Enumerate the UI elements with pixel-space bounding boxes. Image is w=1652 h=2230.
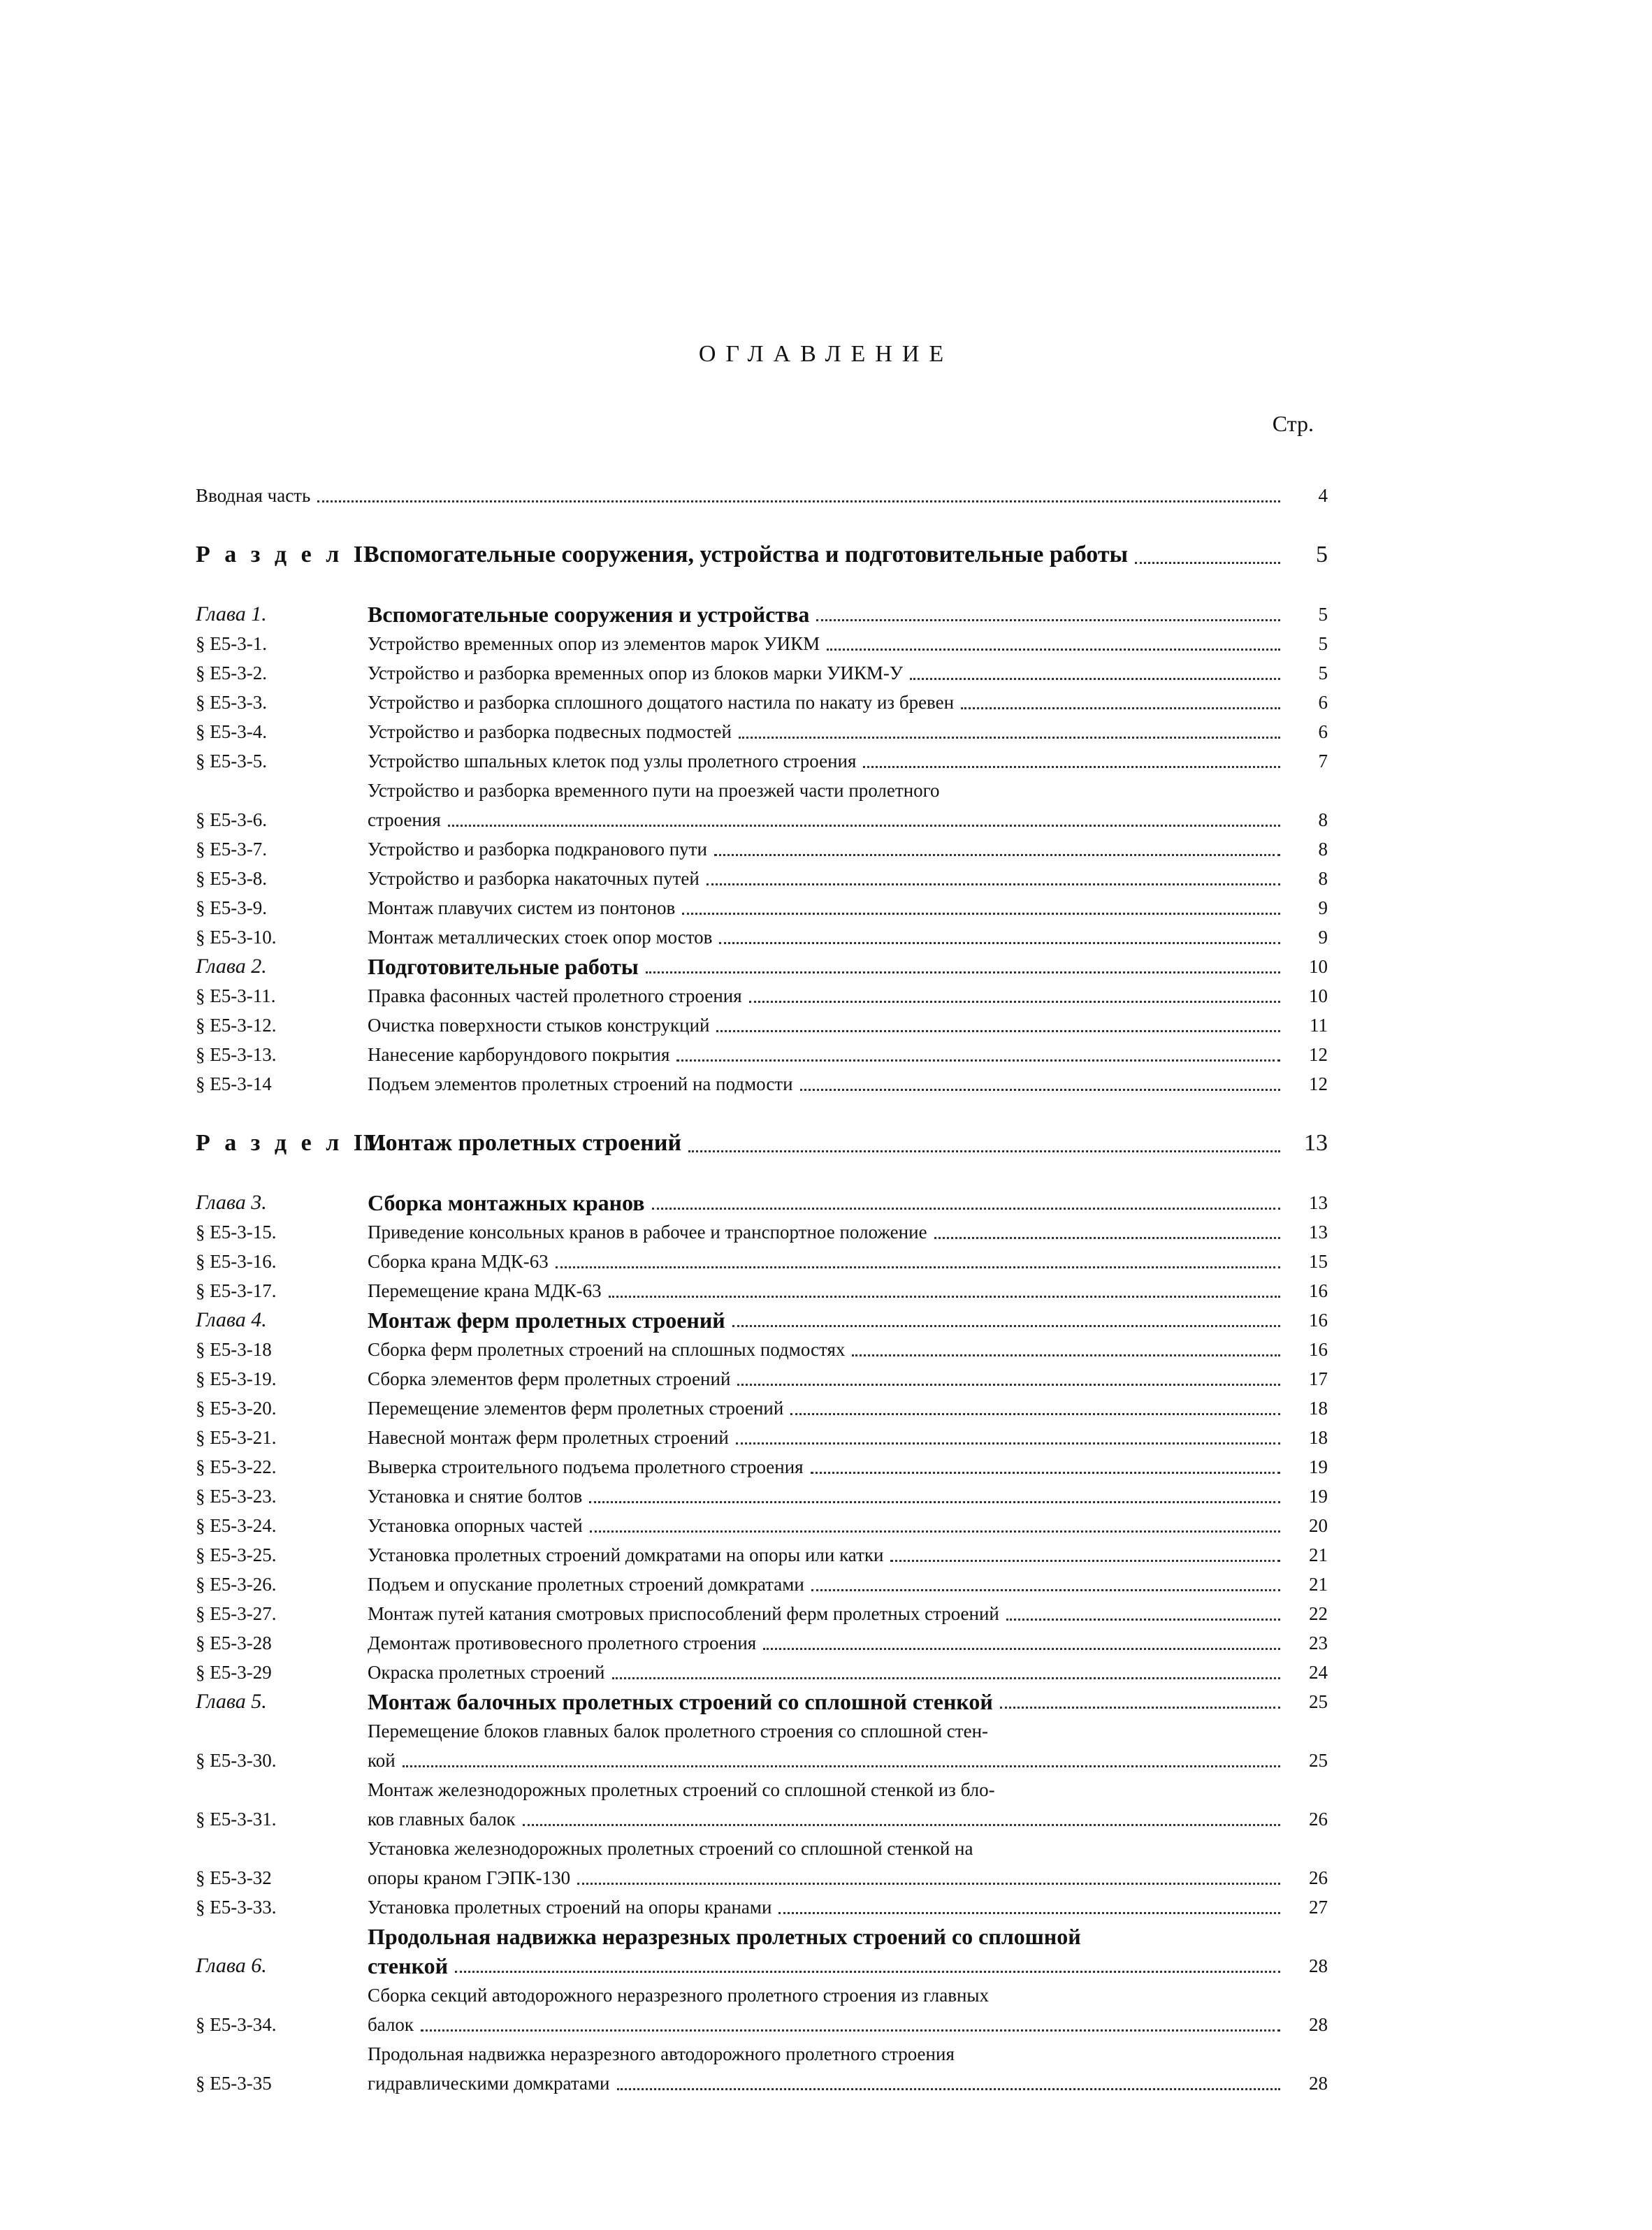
item-label: § Е5-3-11. [196, 985, 276, 1006]
page-number: 26 [1309, 1867, 1328, 1888]
chapter-text-continuation [368, 1951, 1289, 1981]
item-text-block [368, 922, 1289, 952]
chapter-text: Подготовительные работы [368, 954, 639, 979]
item-text: Навесной монтаж ферм пролетных строений [368, 1427, 729, 1448]
item-row[interactable] [196, 1599, 1328, 1628]
leader-dots [556, 1266, 1280, 1268]
chapter-text-block [368, 1305, 1289, 1335]
intro-row[interactable] [196, 481, 1328, 510]
item-row[interactable] [196, 1276, 1328, 1305]
page-number: 17 [1309, 1368, 1328, 1389]
chapter-label: Глава 1. [196, 602, 267, 625]
item-text: Монтаж железнодорожных пролетных строений со сплошной стенкой из бло- [368, 1779, 995, 1800]
leader-dots [1006, 1619, 1280, 1621]
item-text-block [368, 1452, 1289, 1482]
item-text-block [368, 981, 1289, 1011]
leader-dots [732, 1325, 1280, 1327]
item-label: § Е5-3-33. [196, 1897, 277, 1918]
chapter-row[interactable] [196, 1305, 1328, 1335]
item-text-block [368, 1276, 1289, 1305]
page-number: 16 [1309, 1310, 1328, 1331]
item-label: § Е5-3-10. [196, 927, 277, 948]
item-label: § Е5-3-2. [196, 663, 267, 683]
item-text: Правка фасонных частей пролетного строения [368, 985, 742, 1006]
chapter-text: Вспомогательные сооружения и устройства [368, 602, 810, 627]
leader-dots [617, 2088, 1281, 2090]
razdel-label: Р а з д е л II. [196, 1130, 391, 1156]
leader-dots [682, 913, 1280, 915]
item-row[interactable] [196, 1011, 1328, 1040]
item-text: Сборка крана МДК-63 [368, 1251, 549, 1272]
item-label: § Е5-3-16. [196, 1251, 277, 1272]
item-label: § Е5-3-27. [196, 1603, 277, 1624]
leader-dots [612, 1677, 1281, 1679]
chapter-text: Сборка монтажных кранов [368, 1190, 645, 1215]
leader-dots [736, 1442, 1280, 1445]
leader-dots [455, 1971, 1280, 1973]
item-row[interactable] [196, 864, 1328, 893]
item-row[interactable] [196, 893, 1328, 922]
item-text-continuation [368, 1804, 1289, 1834]
item-text-line2: гидравлическими домкратами [368, 2073, 610, 2094]
item-label: § Е5-3-30. [196, 1750, 277, 1771]
page-number: 19 [1309, 1456, 1328, 1477]
leader-dots [961, 707, 1280, 709]
leader-dots [317, 500, 1280, 502]
leader-dots [827, 649, 1280, 651]
item-row[interactable] [196, 2039, 1328, 2098]
item-label: § Е5-3-29 [196, 1662, 272, 1683]
item-row[interactable] [196, 1452, 1328, 1482]
leader-dots [811, 1472, 1280, 1474]
page-number: 12 [1309, 1073, 1328, 1094]
leader-dots [707, 883, 1280, 885]
page-number: 27 [1309, 1897, 1328, 1918]
item-label: § Е5-3-15. [196, 1222, 277, 1243]
item-text: Подъем элементов пролетных строений на подмости [368, 1073, 793, 1094]
page-number: 28 [1309, 1955, 1328, 1976]
item-text-block [368, 1981, 1289, 2039]
item-row[interactable] [196, 922, 1328, 952]
item-label: § Е5-3-8. [196, 868, 267, 889]
page-number: 5 [1318, 663, 1328, 683]
chapter-label: Глава 3. [196, 1191, 267, 1214]
page-number: 10 [1309, 985, 1328, 1006]
page-column-label: Стр. [1272, 411, 1314, 436]
item-text-continuation [368, 1863, 1289, 1892]
item-text: Окраска пролетных строений [368, 1662, 605, 1683]
item-text-block [368, 864, 1289, 893]
leader-dots [934, 1237, 1280, 1239]
page-number: 26 [1309, 1809, 1328, 1830]
leader-dots [763, 1648, 1280, 1650]
page-number: 16 [1309, 1339, 1328, 1360]
item-text-block [368, 1834, 1289, 1892]
item-row[interactable] [196, 776, 1328, 834]
item-text: Перемещение блоков главных балок пролетного строения со сплошной стен- [368, 1721, 989, 1742]
item-label: § Е5-3-24. [196, 1515, 277, 1536]
chapter-row[interactable] [196, 600, 1328, 629]
leader-dots [646, 971, 1280, 973]
item-text: Очистка поверхности стыков конструкций [368, 1015, 710, 1036]
item-text: Устройство и разборка накаточных путей [368, 868, 700, 889]
page-number: 19 [1309, 1486, 1328, 1507]
item-text-line2: ков главных балок [368, 1809, 516, 1830]
leader-dots [590, 1530, 1280, 1533]
chapter-text-block [368, 952, 1289, 981]
chapter-label: Глава 6. [196, 1954, 267, 1977]
item-text-line2: балок [368, 2014, 414, 2035]
item-row[interactable] [196, 688, 1328, 717]
item-text-block [368, 1247, 1289, 1276]
item-text-block [368, 1393, 1289, 1423]
item-text: Устройство шпальных клеток под узлы пролетного строения [368, 751, 857, 772]
item-text: Сборка ферм пролетных строений на сплошных подмостях [368, 1339, 846, 1360]
item-text: Нанесение карборундового покрытия [368, 1044, 670, 1065]
item-text-block [368, 776, 1289, 834]
item-label: § Е5-3-32 [196, 1867, 272, 1888]
page-number: 8 [1318, 839, 1328, 860]
leader-dots [749, 1001, 1280, 1003]
leader-dots [589, 1501, 1280, 1503]
leader-dots [719, 942, 1280, 944]
item-text-block [368, 717, 1289, 746]
page-number: 28 [1309, 2073, 1328, 2094]
item-text-block [368, 688, 1289, 717]
spacer [196, 1099, 1328, 1127]
item-text: Перемещение элементов ферм пролетных строений [368, 1398, 784, 1419]
item-text: Выверка строительного подъема пролетного строения [368, 1456, 804, 1477]
item-label: § Е5-3-9. [196, 897, 267, 918]
item-text-block [368, 746, 1289, 776]
item-text: Продольная надвижка неразрезного автодорожного пролетного строения [368, 2043, 955, 2064]
leader-dots [790, 1413, 1280, 1415]
item-label: § Е5-3-14 [196, 1073, 272, 1094]
item-text-line2: строения [368, 809, 441, 830]
razdel-text: Монтаж пролетных строений [363, 1130, 682, 1156]
item-text-block [368, 629, 1289, 658]
razdel-row[interactable] [196, 538, 1328, 572]
item-text-continuation [368, 805, 1289, 834]
item-row[interactable] [196, 1217, 1328, 1247]
item-label: § Е5-3-5. [196, 751, 267, 772]
page-number: 15 [1309, 1251, 1328, 1272]
item-text-block [368, 1511, 1289, 1540]
page-number: 25 [1309, 1691, 1328, 1712]
item-text-block [368, 1570, 1289, 1599]
leader-dots [890, 1560, 1280, 1562]
item-row[interactable] [196, 1775, 1328, 1834]
page-number: 18 [1309, 1398, 1328, 1419]
item-label: § Е5-3-13. [196, 1044, 277, 1065]
item-label: § Е5-3-35 [196, 2073, 272, 2094]
item-label: § Е5-3-23. [196, 1486, 277, 1507]
item-label: § Е5-3-34. [196, 2014, 277, 2035]
leader-dots [778, 1912, 1280, 1914]
leader-dots [739, 737, 1280, 739]
item-text: Установка пролетных строений на опоры кранами [368, 1897, 772, 1918]
item-text-block [368, 893, 1289, 922]
item-label: § Е5-3-4. [196, 721, 267, 742]
chapter-text: Монтаж балочных пролетных строений со сплошной стенкой [368, 1689, 993, 1714]
item-row[interactable] [196, 1540, 1328, 1570]
spacer [196, 572, 1328, 600]
item-label: § Е5-3-17. [196, 1280, 277, 1301]
item-label: § Е5-3-19. [196, 1368, 277, 1389]
item-text-line2: опоры краном ГЭПК-130 [368, 1867, 571, 1888]
page-number: 20 [1309, 1515, 1328, 1536]
leader-dots [863, 766, 1280, 768]
leader-dots [811, 1589, 1280, 1591]
leader-dots [676, 1059, 1280, 1062]
leader-dots [448, 825, 1280, 827]
chapter-text-block [368, 1188, 1289, 1217]
item-text: Приведение консольных кранов в рабочее и транспортное положение [368, 1222, 927, 1243]
page-number: 12 [1309, 1044, 1328, 1065]
chapter-label: Глава 4. [196, 1308, 267, 1331]
page-number: 23 [1309, 1632, 1328, 1653]
page-number: 7 [1318, 751, 1328, 772]
item-label: § Е5-3-21. [196, 1427, 277, 1448]
item-row[interactable] [196, 834, 1328, 864]
item-label: § Е5-3-22. [196, 1456, 277, 1477]
leader-dots [652, 1208, 1280, 1210]
item-text-line2: кой [368, 1750, 396, 1771]
page-number: 6 [1318, 692, 1328, 713]
item-text-block [368, 1364, 1289, 1393]
spacer [196, 1160, 1328, 1188]
leader-dots [421, 2029, 1280, 2032]
chapter-text-block [368, 1687, 1289, 1716]
item-text-block [368, 1540, 1289, 1570]
item-row[interactable] [196, 1482, 1328, 1511]
table-of-contents [196, 481, 1328, 2098]
item-text-block [368, 1482, 1289, 1511]
item-text-block [368, 1599, 1289, 1628]
leader-dots [577, 1883, 1280, 1885]
item-text: Монтаж плавучих систем из понтонов [368, 897, 676, 918]
item-label: § Е5-3-18 [196, 1339, 272, 1360]
page-number: 13 [1309, 1222, 1328, 1243]
intro-text: Вводная часть [196, 485, 311, 506]
chapter-row[interactable] [196, 1922, 1328, 1981]
intro-text-block [196, 481, 1289, 510]
page-title: ОГЛАВЛЕНИЕ [698, 341, 954, 367]
item-label: § Е5-3-26. [196, 1574, 277, 1595]
item-text: Устройство и разборка подкранового пути [368, 839, 707, 860]
item-row[interactable] [196, 1364, 1328, 1393]
item-text-continuation [368, 1746, 1289, 1775]
item-row[interactable] [196, 1834, 1328, 1892]
page-number: 16 [1309, 1280, 1328, 1301]
razdel-text-block [363, 538, 1289, 572]
leader-dots [403, 1765, 1280, 1767]
chapter-label: Глава 2. [196, 955, 267, 978]
item-label: § Е5-3-25. [196, 1544, 277, 1565]
item-row[interactable] [196, 1069, 1328, 1099]
item-row[interactable] [196, 1570, 1328, 1599]
item-text-continuation [368, 2069, 1289, 2098]
item-row[interactable] [196, 1040, 1328, 1069]
item-row[interactable] [196, 1335, 1328, 1364]
item-text: Монтаж путей катания смотровых приспособлений ферм пролетных строений [368, 1603, 999, 1624]
item-label: § Е5-3-20. [196, 1398, 277, 1419]
item-text-block [368, 1658, 1289, 1687]
leader-dots [688, 1150, 1280, 1152]
item-text-block [368, 834, 1289, 864]
leader-dots [800, 1089, 1280, 1091]
item-text-block [368, 1628, 1289, 1658]
page-number: 21 [1309, 1574, 1328, 1595]
page-number: 25 [1309, 1750, 1328, 1771]
item-text: Сборка элементов ферм пролетных строений [368, 1368, 731, 1389]
item-row[interactable] [196, 1716, 1328, 1775]
item-label: § Е5-3-31. [196, 1809, 277, 1830]
item-row[interactable] [196, 1981, 1328, 2039]
item-text: Установка пролетных строений домкратами на опоры или катки [368, 1544, 884, 1565]
razdel-text-block [363, 1127, 1289, 1160]
item-text-continuation [368, 2010, 1289, 2039]
chapter-label: Глава 5. [196, 1690, 267, 1713]
chapter-text-block [368, 1922, 1289, 1981]
page-number: 13 [1309, 1192, 1328, 1213]
item-text: Устройство и разборка временного пути на проезжей части пролетного [368, 780, 940, 801]
item-text: Установка опорных частей [368, 1515, 583, 1536]
item-row[interactable] [196, 1423, 1328, 1452]
item-text-block [368, 1716, 1289, 1775]
leader-dots [609, 1296, 1280, 1298]
page-number: 22 [1309, 1603, 1328, 1624]
page-number: 28 [1309, 2014, 1328, 2035]
chapter-row[interactable] [196, 952, 1328, 981]
page-number: 8 [1318, 809, 1328, 830]
leader-dots [523, 1824, 1280, 1826]
leader-dots [714, 854, 1280, 856]
page-number: 4 [1318, 485, 1328, 506]
item-text-block [368, 1011, 1289, 1040]
item-text-block [368, 1423, 1289, 1452]
item-row[interactable] [196, 1892, 1328, 1922]
item-text: Монтаж металлических стоек опор мостов [368, 927, 713, 948]
chapter-row[interactable] [196, 1188, 1328, 1217]
item-row[interactable] [196, 629, 1328, 658]
chapter-text: Продольная надвижка неразрезных пролетных строений со сплошной [368, 1924, 1081, 1949]
chapter-text-block [368, 600, 1289, 629]
item-label: § Е5-3-6. [196, 809, 267, 830]
item-row[interactable] [196, 746, 1328, 776]
item-text: Установка и снятие болтов [368, 1486, 583, 1507]
item-text: Устройство временных опор из элементов марок УИКМ [368, 633, 820, 654]
item-row[interactable] [196, 1393, 1328, 1423]
chapter-row[interactable] [196, 1687, 1328, 1716]
razdel-label: Р а з д е л I. [196, 542, 377, 567]
page-number: 10 [1309, 956, 1328, 977]
item-text-block [368, 1892, 1289, 1922]
page-number: 13 [1304, 1130, 1328, 1156]
leader-dots [1135, 562, 1280, 564]
item-row[interactable] [196, 981, 1328, 1011]
spacer [196, 510, 1328, 538]
page-number: 21 [1309, 1544, 1328, 1565]
item-row[interactable] [196, 1511, 1328, 1540]
item-row[interactable] [196, 717, 1328, 746]
item-text-block [368, 658, 1289, 688]
page-number: 5 [1318, 633, 1328, 654]
item-text: Установка железнодорожных пролетных строений со сплошной стенкой на [368, 1838, 973, 1859]
item-text: Устройство и разборка сплошного дощатого настила по накату из бревен [368, 692, 955, 713]
chapter-text-line2: стенкой [368, 1953, 449, 1978]
page-number: 8 [1318, 868, 1328, 889]
page-number: 11 [1310, 1015, 1328, 1036]
item-text-block [368, 1040, 1289, 1069]
leader-dots [716, 1030, 1280, 1032]
page-number: 6 [1318, 721, 1328, 742]
leader-dots [816, 619, 1280, 621]
page-number: 24 [1309, 1662, 1328, 1683]
item-text-block [368, 1217, 1289, 1247]
razdel-row[interactable] [196, 1127, 1328, 1160]
page-number: 5 [1318, 604, 1328, 625]
item-text-block [368, 1775, 1289, 1834]
item-text: Подъем и опускание пролетных строений домкратами [368, 1574, 804, 1595]
page-number: 5 [1316, 542, 1328, 567]
razdel-text: Вспомогательные сооружения, устройства и подготовительные работы [363, 542, 1129, 567]
item-label: § Е5-3-7. [196, 839, 267, 860]
page-number: 18 [1309, 1427, 1328, 1448]
item-text: Сборка секций автодорожного неразрезного пролетного строения из главных [368, 1985, 990, 2006]
chapter-text: Монтаж ферм пролетных строений [368, 1308, 725, 1333]
item-row[interactable] [196, 1628, 1328, 1658]
item-text-block [368, 1069, 1289, 1099]
leader-dots [737, 1384, 1280, 1386]
item-text-block [368, 2039, 1289, 2098]
item-row[interactable] [196, 1247, 1328, 1276]
leader-dots [852, 1354, 1280, 1356]
item-row[interactable] [196, 1658, 1328, 1687]
item-label: § Е5-3-3. [196, 692, 267, 713]
item-text: Демонтаж противовесного пролетного строения [368, 1632, 757, 1653]
page-number: 9 [1318, 897, 1328, 918]
leader-dots [910, 678, 1280, 680]
page-number: 9 [1318, 927, 1328, 948]
item-row[interactable] [196, 658, 1328, 688]
item-label: § Е5-3-1. [196, 633, 267, 654]
item-label: § Е5-3-12. [196, 1015, 277, 1036]
item-text: Устройство и разборка временных опор из блоков марки УИКМ-У [368, 663, 903, 683]
leader-dots [1000, 1707, 1280, 1709]
item-label: § Е5-3-28 [196, 1632, 272, 1653]
item-text: Перемещение крана МДК-63 [368, 1280, 602, 1301]
item-text: Устройство и разборка подвесных подмостей [368, 721, 732, 742]
item-text-block [368, 1335, 1289, 1364]
